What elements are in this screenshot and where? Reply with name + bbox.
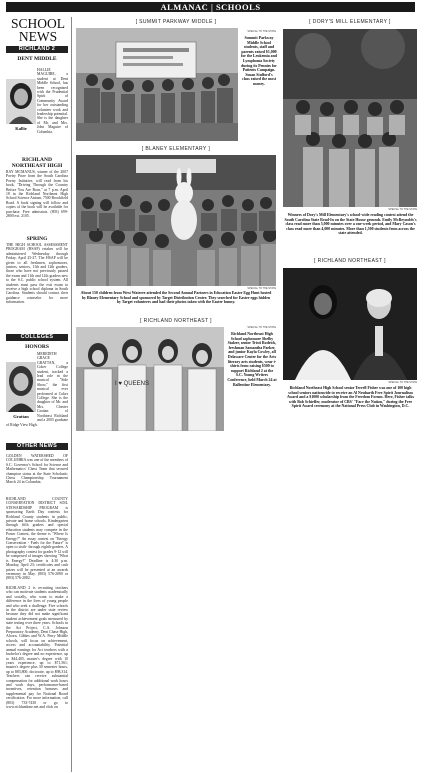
blaney-credit: SPECIAL TO THE STATE [247,287,276,290]
summit-caption: Summit Parkway Middle School students, staff and parents raised $1,000 for the Leukemia and Lymphoma Society during its Pennies for Patients Campaign. Susan Stafford's class raised the most money. [241,36,277,86]
dorys-photo [283,29,417,207]
kallie-photo-caption: Kallie [15,126,27,131]
spring-text: THE HIGH SCHOOL ASSESSMENT PROGRAM (HSAP) retakes will be administered Wednesday through Friday, April 25-27. The HSAP will be given to all freshmen, sophomores, juniors, seniors, 11th and 12th graders, those who have not previously passed the exam and 11th and 12th graders new to the S.C. public school system. All students must pass the exit exam to receive a high school diploma in South Carolina. Students should contact their guidance counselor for more information. [6,243,68,305]
dent-text [6,68,68,168]
othernews-header: OTHER NEWS [6,443,68,450]
rnh-text: RAY MCMANUS, winner of the 2007 Poetry Prize from the South Carolina Poetry Initiative, will read from his book, "Driving Through the Country Before You Are Born," at 7 p.m. April 18 in the Richland Northeast High School Science Atrium, 7500 Brookfield Road. A book signing will follow and copies of the book will be available for purchase. Free admission. (803) 699-2800 ext. 2105. [6,170,68,219]
title-line-2: NEWS [18,29,58,44]
summit-credit: SPECIAL TO THE STATE [247,30,276,33]
rne-right-photo [283,268,417,380]
dorys-label: [ DORY'S MILL ELEMENTARY ] [309,19,391,25]
dorys-caption: Winners of Dory's Mill Elementary's school-wide reading contest attend the South Carolina State Read-In on the State House grounds. Emily McReynolds's class read more than 5,000 minutes over a one-week period, and Mary Cason's class read more than 4,000 minutes. More than 1,500 students from across the state attended. [284,213,417,236]
masthead: ALMANAC | SCHOOLS [6,2,415,12]
grattan-photo-caption: Grattan [13,414,29,419]
blaney-photo [76,155,276,286]
blaney-label: [ BLANEY ELEMENTARY ] [141,146,211,152]
othernews-text-2: RICHLAND COUNTY CONSERVATION DISTRICT SOIL STEWARDSHIP PROGRAM is sponsoring Earth Day contests for Richland County students in public, private and home schools. Kindergarten through fifth graders and special education students may compete in the Poster Contest, the theme is "Where Is Energy?" An essay contest on "Energy Conservation - Fuels for the Future" is open to sixth- through eighth-graders. A photography contest for grades 9-12 will be comprised of images showing "What is Energy?" Deadline is 4:30 p.m. Monday, April 23; certificates and cash prizes will be presented at an awards ceremony in May. (803) 576-2080 or (803) 576-2082. [6,497,68,581]
othernews-text-3: RICHLAND 2 is recruiting teachers who can motivate students academically and socially, who want to make a difference in the lives of young people and who seek a challenge. Five schools in the district are under state review because they did not make significant student achievement goals measured by state testing over three years. Schools in the Act Project, C.A. Johnson Preparatory Academy, Dent Chase High, Alcorn, Gibbes and W.A. Perry Middle schools, will focus on achievement, access and accountability. Potential annual earnings for Act teachers with a bachelor's degree and no experience, up to $44,405, master's degree with 10 years experience, up to $71,561; master's degree plus 30 semester hours, up to $83,800; doctorate, up to $98,314. Teachers can receive substantial compensation for additional work hours and work days, performance-based incentives, retention bonuses and supplemental pay for National Board certification. For more information, call (803) 733-7430 or go to www.richlandone.net and click on [6,586,68,709]
summit-photo [76,28,238,141]
honors-text [6,352,68,438]
blaney-caption: About 150 children from West Wateree attended the Second Annual Partners in Education Easter Egg Hunt hosted by Blaney Elementary School and sponsored by Target Distribution Center. They searched for Easter eggs hidden by Target volunteers and had their photos taken with the Easter bunny. [80,291,272,305]
rnh-subhead: RICHLAND NORTHEAST HIGH [11,157,63,169]
dorys-credit: SPECIAL TO THE STATE [388,208,417,211]
rne-right-label: [ RICHLAND NORTHEAST ] [314,258,386,264]
summit-label: [ SUMMIT PARKWAY MIDDLE ] [135,19,217,25]
school-news-title [4,17,72,43]
spring-subhead: SPRING [26,236,48,242]
rne-bottom-caption: Richland Northeast High School sophomore Shelby Stalzer, senior Tristi Rodrick, freshman Samantha Parker, and junior Kayla Cowley, all Delaware Center for the Arts literary arts students, wear t-shirts from raising $500 to support Richland 2 at the S.C. Young Writers Conference, held March 24 at Ballentine Elementary. [227,332,277,387]
dent-subhead: DENT MIDDLE [17,56,57,62]
rne-bottom-label: [ RICHLAND NORTHEAST ] [140,318,212,324]
shirt-text: I ♥ QUEENS [115,381,149,387]
colleges-header: COLLEGES [6,334,68,341]
honors-subhead: HONORS [25,344,49,350]
title-line-1: SCHOOL [10,16,65,31]
rne-right-caption: Richland Northeast High School senior Terrell Fisher was one of 100 high school seniors nationwide to receive an Al Neuharth Free Spirit Journalism Award and a $1000 scholarship from the Freedom Forum. Here, Fisher talks with Bob Schieffer, moderator of CBS' "Face the Nation," during the Free Spirit Award ceremony at the National Press Club in Washington, D.C. [286,386,415,409]
richland2-header: RICHLAND 2 [6,46,68,53]
rne-right-credit: SPECIAL TO THE STATE [388,381,417,384]
honors-text-content: MEREDITH GRACE GRATTAN, a Coker College student, tracked a lead role in the musical "Side Show," the first musical ever performed at Coker College. She is the daughter of Mr. and Mrs. Chester Grattan of Northeast Richland and a 2005 graduate of Ridge View High. [6,352,68,427]
rne-bottom-photo [76,327,224,431]
dent-text-content: HALLIE MAGUIRE, a student at Dent Middle School, has been recognized with the Prudential Spirit of Community Award for her outstanding volunteer work and leadership potential. She is the daughter of Mr. and Mrs. John Maguire of Columbia. [37,68,68,134]
rne-bottom-credit: SPECIAL TO THE STATE [247,326,276,329]
othernews-text-1: GOLDEN WATERSHED OF COLUMBIA was one of the members of S.C. Governor's School for Science and Mathematics' Chess Team that secured champion status at the State Scholastic Chess Championship Tournament March 24 in Columbia. [6,454,68,485]
column-divider [71,17,72,772]
